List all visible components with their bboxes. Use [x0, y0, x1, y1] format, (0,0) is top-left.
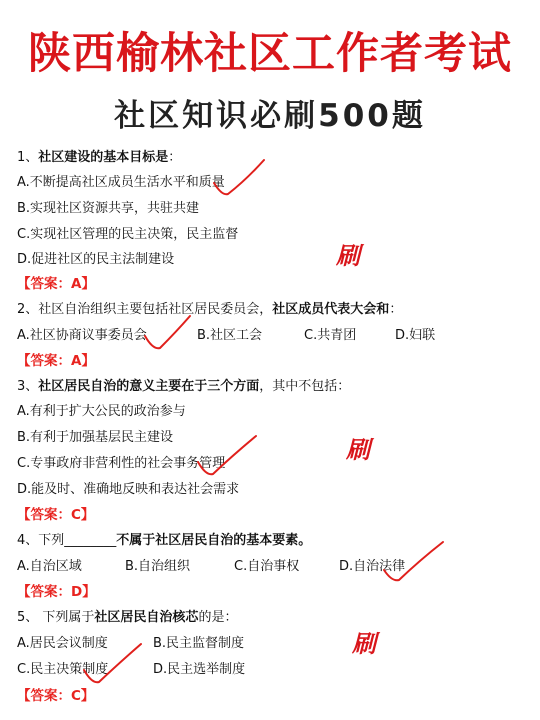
option-c: C.共青团 [304, 328, 357, 343]
question-bold-text: 社区居民自治的意义主要在于三个方面 [38, 379, 260, 394]
question-3-option-b: B.有利于加强基层民主建设 [17, 430, 174, 445]
question-1-option-b: B.实现社区资源共享，共驻共建 [17, 201, 200, 216]
question-text-tail: 的是： [198, 610, 238, 625]
question-number: 3、 [17, 379, 39, 394]
question-3-option-c: C.专事政府非营利性的社会事务管理 [17, 456, 226, 471]
question-3-answer: 【答案：C】 [17, 507, 95, 523]
question-4-answer: 【答案：D】 [17, 584, 96, 600]
option-a: A.自治区域 [17, 559, 82, 574]
question-bold-text: 社区建设的基本目标是 [38, 150, 169, 165]
page-title: 陕西榆林社区工作者考试 [28, 29, 512, 79]
question-text: ： [168, 150, 182, 165]
check-mark-icon [198, 436, 256, 474]
check-mark-icon [145, 316, 190, 348]
option-a: A.社区协商议事委员会 [17, 328, 147, 343]
question-number: 2、 [17, 302, 39, 317]
stamp-mark: 刷 [336, 241, 360, 270]
question-2-answer: 【答案：A】 [17, 353, 95, 369]
check-mark-icon [384, 542, 443, 580]
page-subtitle: 社区知识必刷500题 [114, 98, 426, 134]
question-number: 5、 [17, 610, 39, 625]
option-a: A.居民会议制度 [17, 636, 108, 651]
question-text: 社区自治组织主要包括社区居民委员会， [38, 302, 273, 317]
question-3-option-a: A.有利于扩大公民的政治参与 [17, 404, 186, 419]
question-bold-text: 社区成员代表大会和 [272, 302, 390, 317]
option-b: B.民主监督制度 [153, 636, 245, 651]
question-1-option-c: C.实现社区管理的民主决策，民主监督 [17, 227, 239, 242]
question-text: 下列________ [38, 533, 117, 548]
question-bold-text: 社区居民自治核芯 [94, 610, 199, 625]
check-mark-icon [84, 644, 141, 682]
option-c: C.自治事权 [234, 559, 300, 574]
option-c: C.民主决策制度 [17, 662, 109, 677]
question-1-answer: 【答案：A】 [17, 276, 95, 292]
question-5-answer: 【答案：C】 [17, 688, 95, 704]
question-3-option-d: D.能及时、准确地反映和表达社会需求 [17, 482, 240, 497]
question-number: 1、 [17, 150, 39, 165]
question-text: 下列属于 [38, 610, 95, 625]
stamp-mark: 刷 [346, 435, 370, 464]
option-b: B.自治组织 [125, 559, 191, 574]
stamp-mark: 刷 [352, 629, 376, 658]
question-number: 4、 [17, 533, 39, 548]
option-d: D.自治法律 [339, 559, 406, 574]
option-d: D.民主选举制度 [153, 662, 246, 677]
check-mark-icon [214, 160, 264, 194]
question-text: ，其中不包括： [259, 379, 351, 394]
option-d: D.妇联 [395, 328, 436, 343]
question-1-option-a: A.不断提高社区成员生活水平和质量 [17, 175, 225, 190]
question-bold-text: 不属于社区居民自治的基本要素。 [116, 533, 312, 548]
question-1-option-d: D.促进社区的民主法制建设 [17, 252, 175, 267]
question-text-tail: ： [389, 302, 403, 317]
option-b: B.社区工会 [197, 328, 263, 343]
